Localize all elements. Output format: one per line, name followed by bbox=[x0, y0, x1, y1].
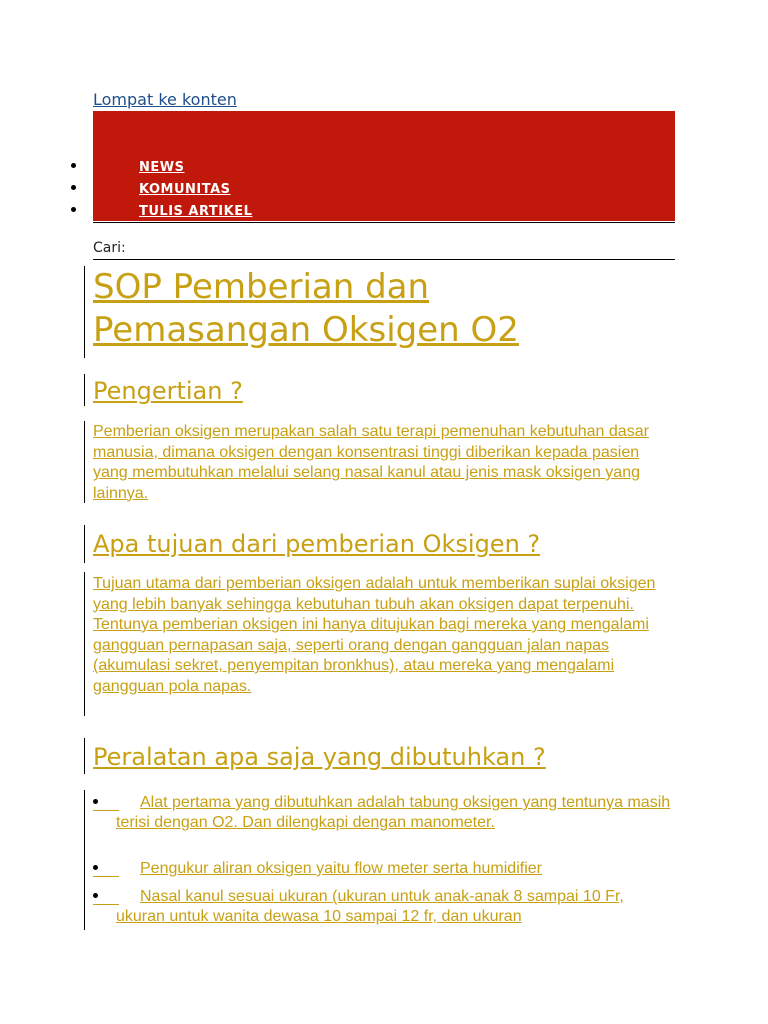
heading-rule bbox=[84, 738, 85, 774]
heading-rule bbox=[84, 374, 85, 406]
search-input[interactable] bbox=[93, 259, 675, 260]
nav-divider bbox=[93, 222, 675, 223]
heading-tujuan[interactable]: Apa tujuan dari pemberian Oksigen ? bbox=[93, 530, 541, 558]
paragraph-rule bbox=[84, 572, 85, 716]
nav-link-komunitas[interactable]: KOMUNITAS bbox=[139, 182, 231, 197]
heading-peralatan[interactable]: Peralatan apa saja yang dibutuhkan ? bbox=[93, 743, 546, 771]
bullet-icon bbox=[93, 799, 98, 804]
skip-to-content-link[interactable]: Lompat ke konten bbox=[93, 90, 237, 109]
bullet-icon bbox=[71, 185, 76, 190]
nav-link-tulis-artikel[interactable]: TULIS ARTIKEL bbox=[139, 204, 253, 219]
paragraph-rule bbox=[84, 421, 85, 503]
nav-item-tulis-artikel bbox=[0, 202, 768, 224]
list-item-text[interactable]: Pengukur aliran oksigen yaitu flow meter serta humidifier bbox=[140, 860, 542, 877]
title-rule bbox=[84, 266, 85, 358]
bullet-icon bbox=[71, 207, 76, 212]
paragraph-tujuan[interactable]: Tujuan utama dari pemberian oksigen adalah untuk memberikan suplai oksigen yang lebih banyak sehingga kebutuhan tubuh akan oksigen dapat terpenuhi. Tentunya pemberian oksigen ini hanya ditujukan bagi mereka yang mengalami gangguan pernapasan saja, seperti orang dengan gangguan jalan napas (akumulasi sekret, penyempitan bronkhus), atau mereka yang mengalami gangguan pola napas. bbox=[93, 575, 656, 695]
main-nav bbox=[0, 158, 768, 224]
list-item-text[interactable]: Nasal kanul sesuai ukuran (ukuran untuk anak-anak 8 sampai 10 Fr, ukuran untuk wanita dewasa 10 sampai 12 fr, dan ukuran bbox=[116, 888, 624, 925]
nav-item-news bbox=[0, 158, 768, 180]
bullet-icon bbox=[93, 865, 98, 870]
heading-rule bbox=[84, 525, 85, 563]
list-rule bbox=[84, 790, 85, 930]
bullet-icon bbox=[93, 893, 98, 898]
heading-pengertian[interactable]: Pengertian ? bbox=[93, 377, 243, 405]
paragraph-pengertian[interactable]: Pemberian oksigen merupakan salah satu terapi pemenuhan kebutuhan dasar manusia, dimana oksigen dengan konsentrasi tinggi diberikan kepada pasien yang membutuhkan melalui selang nasal kanul atau jenis mask oksigen yang lainnya. bbox=[93, 423, 649, 502]
nav-item-komunitas bbox=[0, 180, 768, 202]
list-item-text[interactable]: Alat pertama yang dibutuhkan adalah tabung oksigen yang tentunya masih terisi dengan O2. Dan dilengkapi dengan manometer. bbox=[116, 794, 671, 831]
article-title[interactable]: SOP Pemberian dan Pemasangan Oksigen O2 bbox=[93, 267, 519, 350]
nav-link-news[interactable]: NEWS bbox=[139, 160, 185, 175]
search-label: Cari: bbox=[93, 240, 126, 256]
bullet-icon bbox=[71, 163, 76, 168]
